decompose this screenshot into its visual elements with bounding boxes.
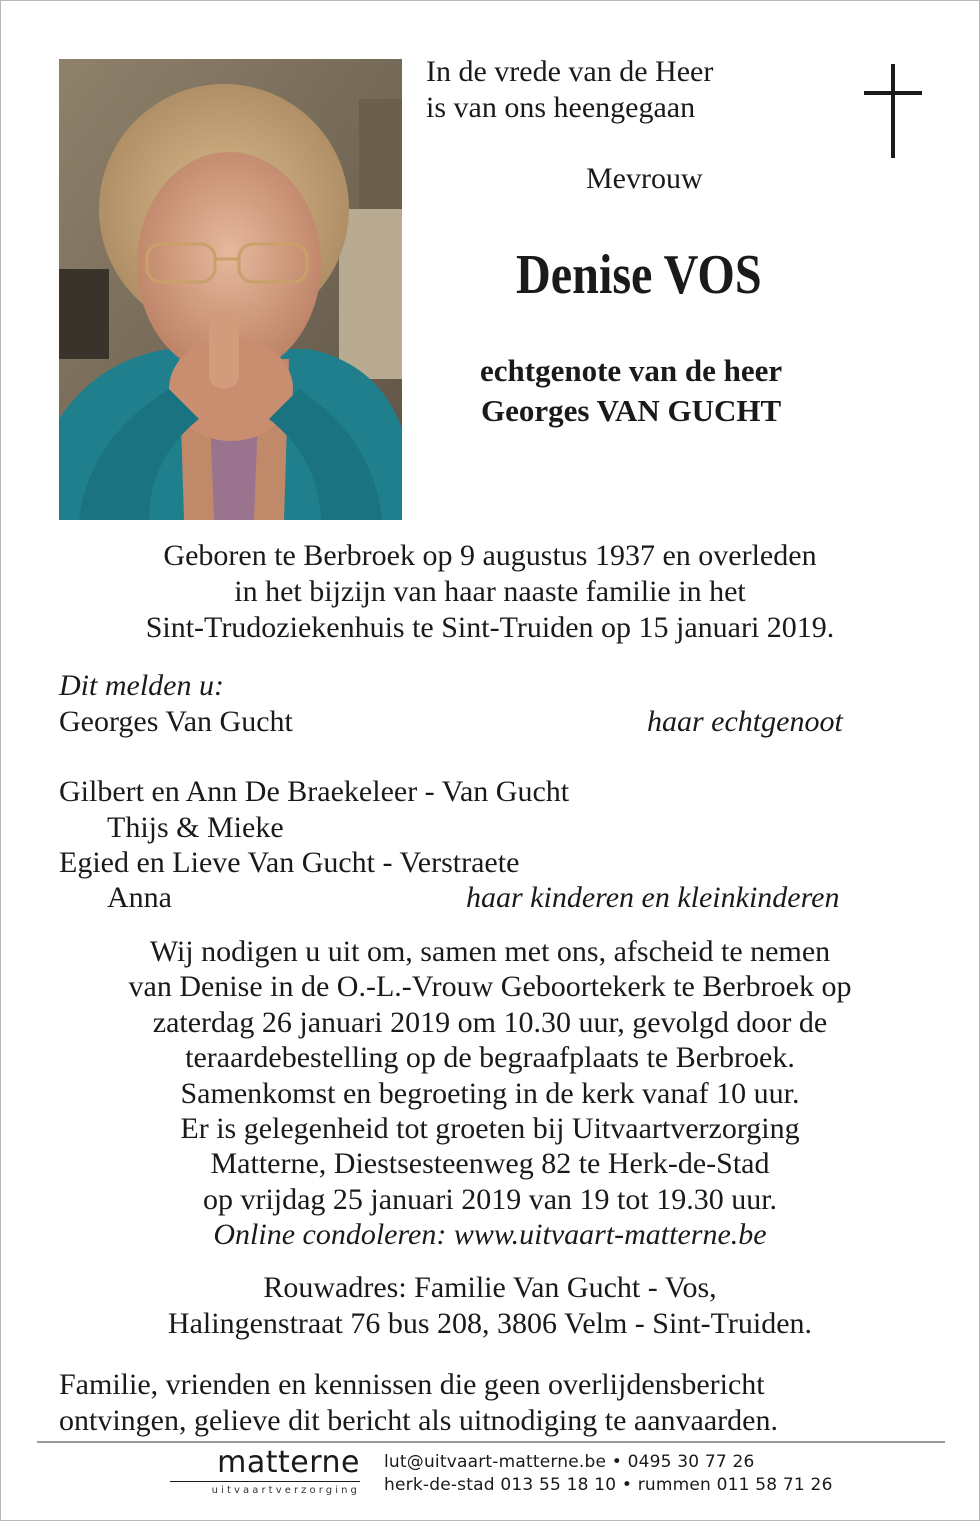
spouse-line: echtgenote van de heer: [480, 353, 783, 388]
birth-death-line: in het bijzijn van haar naaste familie in het: [234, 575, 746, 608]
announcers-heading: Dit melden u:: [59, 669, 224, 702]
latin-cross-icon: [864, 64, 922, 158]
logo-subtitle: uitvaartverzorging: [211, 1485, 360, 1496]
invitation-line: Wij nodigen u uit om, samen met ons, afscheid te nemen: [149, 935, 831, 968]
deceased-name: Denise VOS: [516, 244, 762, 306]
invitation-line: teraardebestelling op de begraafplaats te Berbroek.: [185, 1041, 795, 1075]
invitation-line: Samenkomst en begroeting in de kerk vanaf 10 uur.: [180, 1076, 800, 1110]
spouse-role: haar echtgenoot: [647, 705, 843, 738]
invitation-line: van Denise in de O.-L.-Vrouw Geboortekerk te Berbroek op: [128, 970, 852, 1004]
closing-line: Familie, vrienden en kennissen die geen overlijdensbericht: [59, 1368, 765, 1401]
logo-wordmark: matterne: [217, 1445, 360, 1480]
intro-line: is van ons heengegaan: [426, 91, 696, 124]
intro-text: [426, 54, 713, 126]
birth-death-line: Geboren te Berbroek op 9 augustus 1937 en overleden: [163, 539, 817, 572]
intro-line: In de vrede van de Heer: [426, 55, 714, 88]
address-line: Rouwadres: Familie Van Gucht - Vos,: [263, 1271, 717, 1304]
invitation-line: op vrijdag 25 januari 2019 van 19 tot 19.30 uur.: [202, 1182, 778, 1216]
spouse-block: [480, 351, 782, 431]
family-member: Thijs & Mieke: [107, 811, 284, 844]
salutation: Mevrouw: [586, 162, 703, 195]
spouse-line: Georges VAN GUCHT: [480, 393, 782, 428]
portrait-photo: [59, 59, 402, 520]
matterne-logo: [170, 1445, 360, 1496]
invitation-line: Matterne, Diestsesteenweg 82 te Herk-de-Stad: [210, 1147, 770, 1181]
spouse-announcer: Georges Van Gucht: [59, 705, 293, 738]
invitation-line: Er is gelegenheid tot groeten bij Uitvaartverzorging: [180, 1112, 800, 1146]
family-member: Egied en Lieve Van Gucht - Verstraete: [59, 846, 520, 879]
mourning-address: [0, 1270, 980, 1342]
logo-rule: [170, 1481, 360, 1482]
invitation-line: zaterdag 26 januari 2019 om 10.30 uur, gevolgd door de: [152, 1005, 828, 1039]
address-line: Halingenstraat 76 bus 208, 3806 Velm - Sint-Truiden.: [167, 1307, 813, 1340]
contact-line-1: lut@uitvaart-matterne.be • 0495 30 77 26: [384, 1452, 755, 1472]
online-condolence-link[interactable]: Online condoleren: www.uitvaart-matterne.be: [213, 1218, 767, 1252]
closing-paragraph: [59, 1367, 778, 1439]
family-role: haar kinderen en kleinkinderen: [466, 881, 840, 914]
birth-death-paragraph: [0, 538, 980, 646]
invitation-paragraph: [0, 934, 980, 1253]
family-member: Anna: [107, 881, 172, 914]
birth-death-line: Sint-Trudoziekenhuis te Sint-Truiden op 15 januari 2019.: [145, 611, 835, 644]
contact-line-2: herk-de-stad 013 55 18 10 • rummen 011 58 71 26: [384, 1475, 833, 1495]
closing-line: ontvingen, gelieve dit bericht als uitnodiging te aanvaarden.: [59, 1404, 778, 1437]
footer-divider: [37, 1441, 945, 1443]
family-member: Gilbert en Ann De Braekeleer - Van Gucht: [59, 775, 570, 808]
